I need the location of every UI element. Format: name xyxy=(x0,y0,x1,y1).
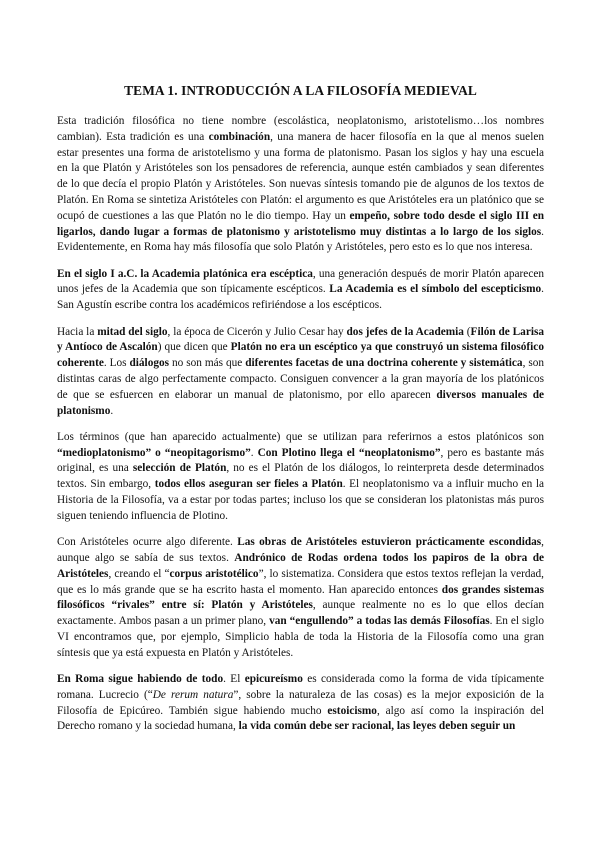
bold-text: la vida común debe ser racional, las leyes deben seguir un xyxy=(238,720,516,733)
bold-text: selección de Platón xyxy=(132,462,227,475)
text-run: . El xyxy=(223,673,245,685)
bold-text: diálogos xyxy=(129,357,170,370)
bold-text: Platón no era un escéptico ya que construyó un sistema filosófico coherente xyxy=(57,341,544,370)
paragraph xyxy=(57,535,544,661)
text-run: , aunque algo se sabía de sus textos. xyxy=(57,536,544,564)
text-run: , creando el “ xyxy=(108,567,170,580)
bold-text: diferentes facetas de una doctrina coherente y sistemática xyxy=(245,357,523,370)
bold-text: empeño, sobre todo desde el siglo III en ligarlos, dando lugar a formas de platonismo y aristotelismo muy distintas a lo largo de los siglos xyxy=(57,209,544,238)
text-run: , son distintas caras de algo perfectamente compacto. Consiguen convencer a la gran mayoría de los platónicos de que se esfuercen en elaborar un manual de platonismo, por ello aparecen xyxy=(57,357,545,401)
text-run: . Evidentemente, en Roma hay más filosofía que solo Platón y Aristóteles, pero esto es lo que nos interesa. xyxy=(57,225,544,254)
text-run: . Los xyxy=(103,357,130,370)
bold-text: Las obras de Aristóteles estuvieron prácticamente escondidas xyxy=(237,536,542,549)
italic-text: De rerum natura xyxy=(152,688,234,701)
text-run: no son más que xyxy=(169,357,246,370)
text-run: , aunque realmente no es lo que ellos decían exactamente. Ambos pasan a un primer plano, xyxy=(57,599,544,628)
text-run: , no es el Platón de los diálogos, lo reinterpreta desde determinados textos. Sin embargo, xyxy=(57,462,544,491)
text-run: ) que dicen que xyxy=(157,341,231,354)
bold-text: La Academia es el símbolo del escepticismo xyxy=(329,283,542,296)
bold-text: En Roma sigue habiendo de todo xyxy=(57,673,224,685)
text-run: ( xyxy=(463,325,471,338)
text-run: ”, sobre la naturaleza de las cosas) es la mejor exposición de la Filosofía de Epicúreo. También sigue habiendo mucho xyxy=(57,688,544,717)
bold-text: todos ellos aseguran ser fieles a Platón xyxy=(154,478,343,491)
text-run: . En el siglo VI encontramos que, por ejemplo, Simplicio habla de toda la Historia de la Filosofía como una gran síntesis que ya está expuesta en Platón y Aristóteles. xyxy=(57,615,544,659)
text-run: . xyxy=(110,404,114,417)
text-run: es considerada como la forma de vida típicamente romana. Lucrecio (“ xyxy=(57,673,545,701)
page-title: TEMA 1. INTRODUCCIÓN A LA FILOSOFÍA MEDIEVAL xyxy=(124,83,477,98)
bold-text: Filón de Larisa y Antíoco de Ascalón xyxy=(57,325,545,354)
bold-text: corpus aristotélico xyxy=(169,567,259,580)
text-run: . San Agustín escribe contra los académicos refiriéndose a los escépticos. xyxy=(57,283,544,312)
paragraph xyxy=(57,325,544,420)
text-run: , pero es bastante más original, es una xyxy=(57,446,544,475)
text-run: , algo así como la inspiración del Derecho romano y la sociedad humana, xyxy=(57,704,544,733)
text-run: Con Aristóteles ocurre algo diferente. xyxy=(57,536,238,549)
bold-text: van “engullendo” a todas las demás Filosofías xyxy=(269,615,490,628)
bold-text: diversos manuales de platonismo xyxy=(57,388,545,417)
text-run: Los términos (que han aparecido actualmente) que se utilizan para referirnos a estos platónicos son xyxy=(57,430,544,443)
bold-text: dos jefes de la Academia xyxy=(346,325,464,338)
bold-text: En el siglo I a.C. la Academia platónica era escéptica xyxy=(57,267,313,280)
bold-text: estoicismo xyxy=(327,704,377,717)
paragraph xyxy=(57,267,544,314)
text-run: ”, lo sistematiza. Considera que estos textos reflejan la verdad, que es lo más grande que se ha escrito hasta el momento. Han aparecido entonces xyxy=(57,567,544,596)
bold-text: Con Plotino llega el “neoplatonismo” xyxy=(257,446,441,459)
bold-text: mitad del siglo xyxy=(97,325,168,338)
text-run: , una generación después de morir Platón aparecen unos jefes de la Academia que son típicamente escépticos. xyxy=(57,267,545,296)
text-run: , la época de Cicerón y Julio Cesar hay xyxy=(167,325,347,338)
bold-text: combinación xyxy=(208,130,271,143)
text-run: Hacia la xyxy=(57,325,98,338)
paragraph xyxy=(57,672,544,735)
bold-text: Andrónico de Rodas ordena todos los papiros de la obra de Aristóteles xyxy=(57,551,544,580)
paragraph xyxy=(57,114,544,256)
text-run: Esta tradición filosófica no tiene nombre (escolástica, neoplatonismo, aristotelismo…los nombres cambian). Esta tradición es una xyxy=(57,115,544,143)
text-run: , una manera de hacer filosofía en la que al menos suelen estar presentes una forma de aristotelismo y una forma de platonismo. Pasan los siglos y hay una escuela en la que Platón y Aristóteles son los pensadores de referencia, aunque estén cambiados y sean diferentes de lo que decía el propio Platón y Aristóteles. Son nuevas síntesis tomando pie de algunos de los textos de Platón. En Roma se sintetiza Aristóteles con Platón: el argumento es que Aristóteles era un platónico que se ocupó de cuestiones a las que Platón no le dio tiempo. Hay un xyxy=(57,130,544,222)
bold-text: dos grandes sistemas filosóficos “rivales” entre sí: Platón y Aristóteles xyxy=(57,583,544,612)
paragraph xyxy=(57,430,544,525)
text-run: . El neoplatonismo va a influir mucho en la Historia de la Filosofía, va a estar por todas partes; incluso los que se consideran los platonistas más puros siguen teniendo influencia de Plotino. xyxy=(57,478,545,522)
bold-text: “medioplatonismo” o “neopitagorismo” xyxy=(57,446,251,459)
text-run: . xyxy=(250,446,258,459)
bold-text: epicureísmo xyxy=(244,673,303,685)
document-body xyxy=(57,114,544,735)
